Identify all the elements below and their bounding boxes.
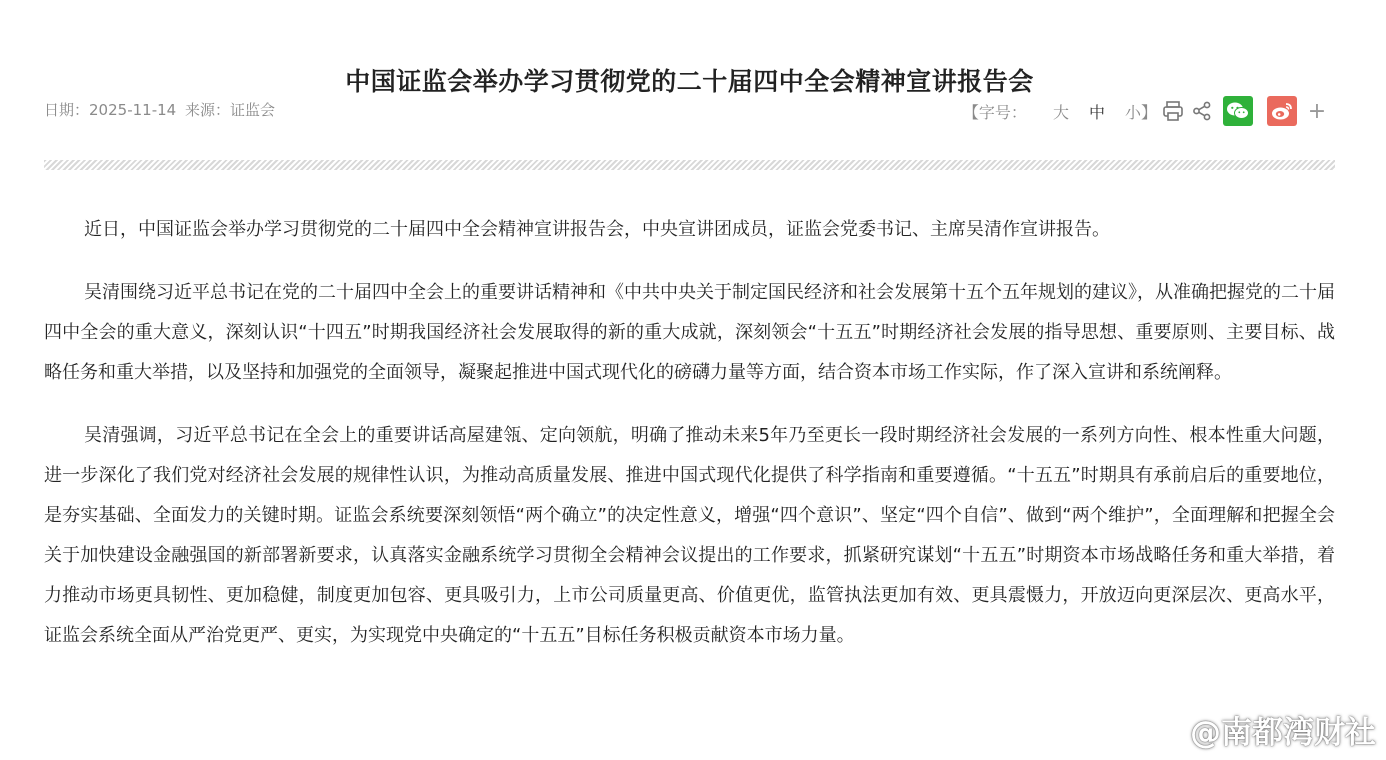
publish-date: 2025-11-14 [89, 101, 177, 119]
article-title: 中国证监会举办学习贯彻党的二十届四中全会精神宣讲报告会 [345, 67, 1034, 96]
print-icon[interactable] [1161, 99, 1185, 123]
plus-icon[interactable]: + [1307, 98, 1327, 124]
source-name: 证监会 [230, 101, 276, 119]
font-size-medium-button[interactable]: 中 [1088, 102, 1105, 122]
article-meta [44, 99, 275, 120]
weibo-icon[interactable] [1267, 96, 1297, 126]
paragraph: 吴清强调，习近平总书记在全会上的重要讲话高屋建瓴、定向领航，明确了推动未来5年乃至更长一段时期经济社会发展的一系列方向性、根本性重大问题，进一步深化了我们党对经济社会发展的规律性认识，为推动高质量发展、推进中国式现代化提供了科学指南和重要遵循。“十五五”时期具有承前启后的重要地位，是夯实基础、全面发力的关键时期。证监会系统要深刻领悟“两个确立”的决定性意义，增强“四个意识”、坚定“四个自信”、做到“两个维护”，全面理解和把握全会关于加快建设金融强国的新部署新要求，认真落实金融系统学习贯彻全会精神会议提出的工作要求，抓紧研究谋划“十五五”时期资本市场战略任务和重大举措，着力推动市场更具韧性、更加稳健，制度更加包容、更具吸引力，上市公司质量更高、价值更优，监管执法更加有效、更具震慑力，开放迈向更深层次、更高水平，证监会系统全面从严治党更严、更实，为实现党中央确定的“十五五”目标任务积极贡献资本市场力量。 [44, 425, 1335, 646]
date-label: 日期： [44, 101, 90, 119]
wechat-icon[interactable] [1223, 96, 1253, 126]
share-icon[interactable] [1191, 100, 1213, 122]
font-size-large-button[interactable]: 大 [1052, 102, 1069, 122]
article-page [44, 0, 1335, 760]
article-body [44, 210, 1335, 679]
weibo-logo-icon [1138, 710, 1186, 748]
watermark-text: @南都湾财社 [1190, 714, 1376, 751]
paragraph: 吴清围绕习近平总书记在党的二十届四中全会上的重要讲话精神和《中共中央关于制定国民经济和社会发展第十五个五年规划的建议》，从准确把握党的二十届四中全会的重大意义，深刻认识“十四五”时期我国经济社会发展取得的新的重大成就，深刻领会“十五五”时期经济社会发展的指导思想、重要原则、主要目标、战略任务和重大举措，以及坚持和加强党的全面领导，凝聚起推进中国式现代化的磅礴力量等方面，结合资本市场工作实际，作了深入宣讲和系统阐释。 [44, 282, 1335, 383]
paragraph: 近日，中国证监会举办学习贯彻党的二十届四中全会精神宣讲报告会，中央宣讲团成员，证监会党委书记、主席吴清作宣讲报告。 [84, 219, 1110, 240]
weibo-watermark [1138, 706, 1376, 752]
font-size-bracket-close: 】 [1140, 102, 1157, 122]
article-toolbar [963, 96, 1327, 126]
font-size-small-button[interactable]: 小 [1124, 102, 1141, 122]
header-divider [44, 160, 1335, 170]
font-size-label: 【字号： [962, 102, 1027, 122]
source-label: 来源： [184, 101, 230, 119]
